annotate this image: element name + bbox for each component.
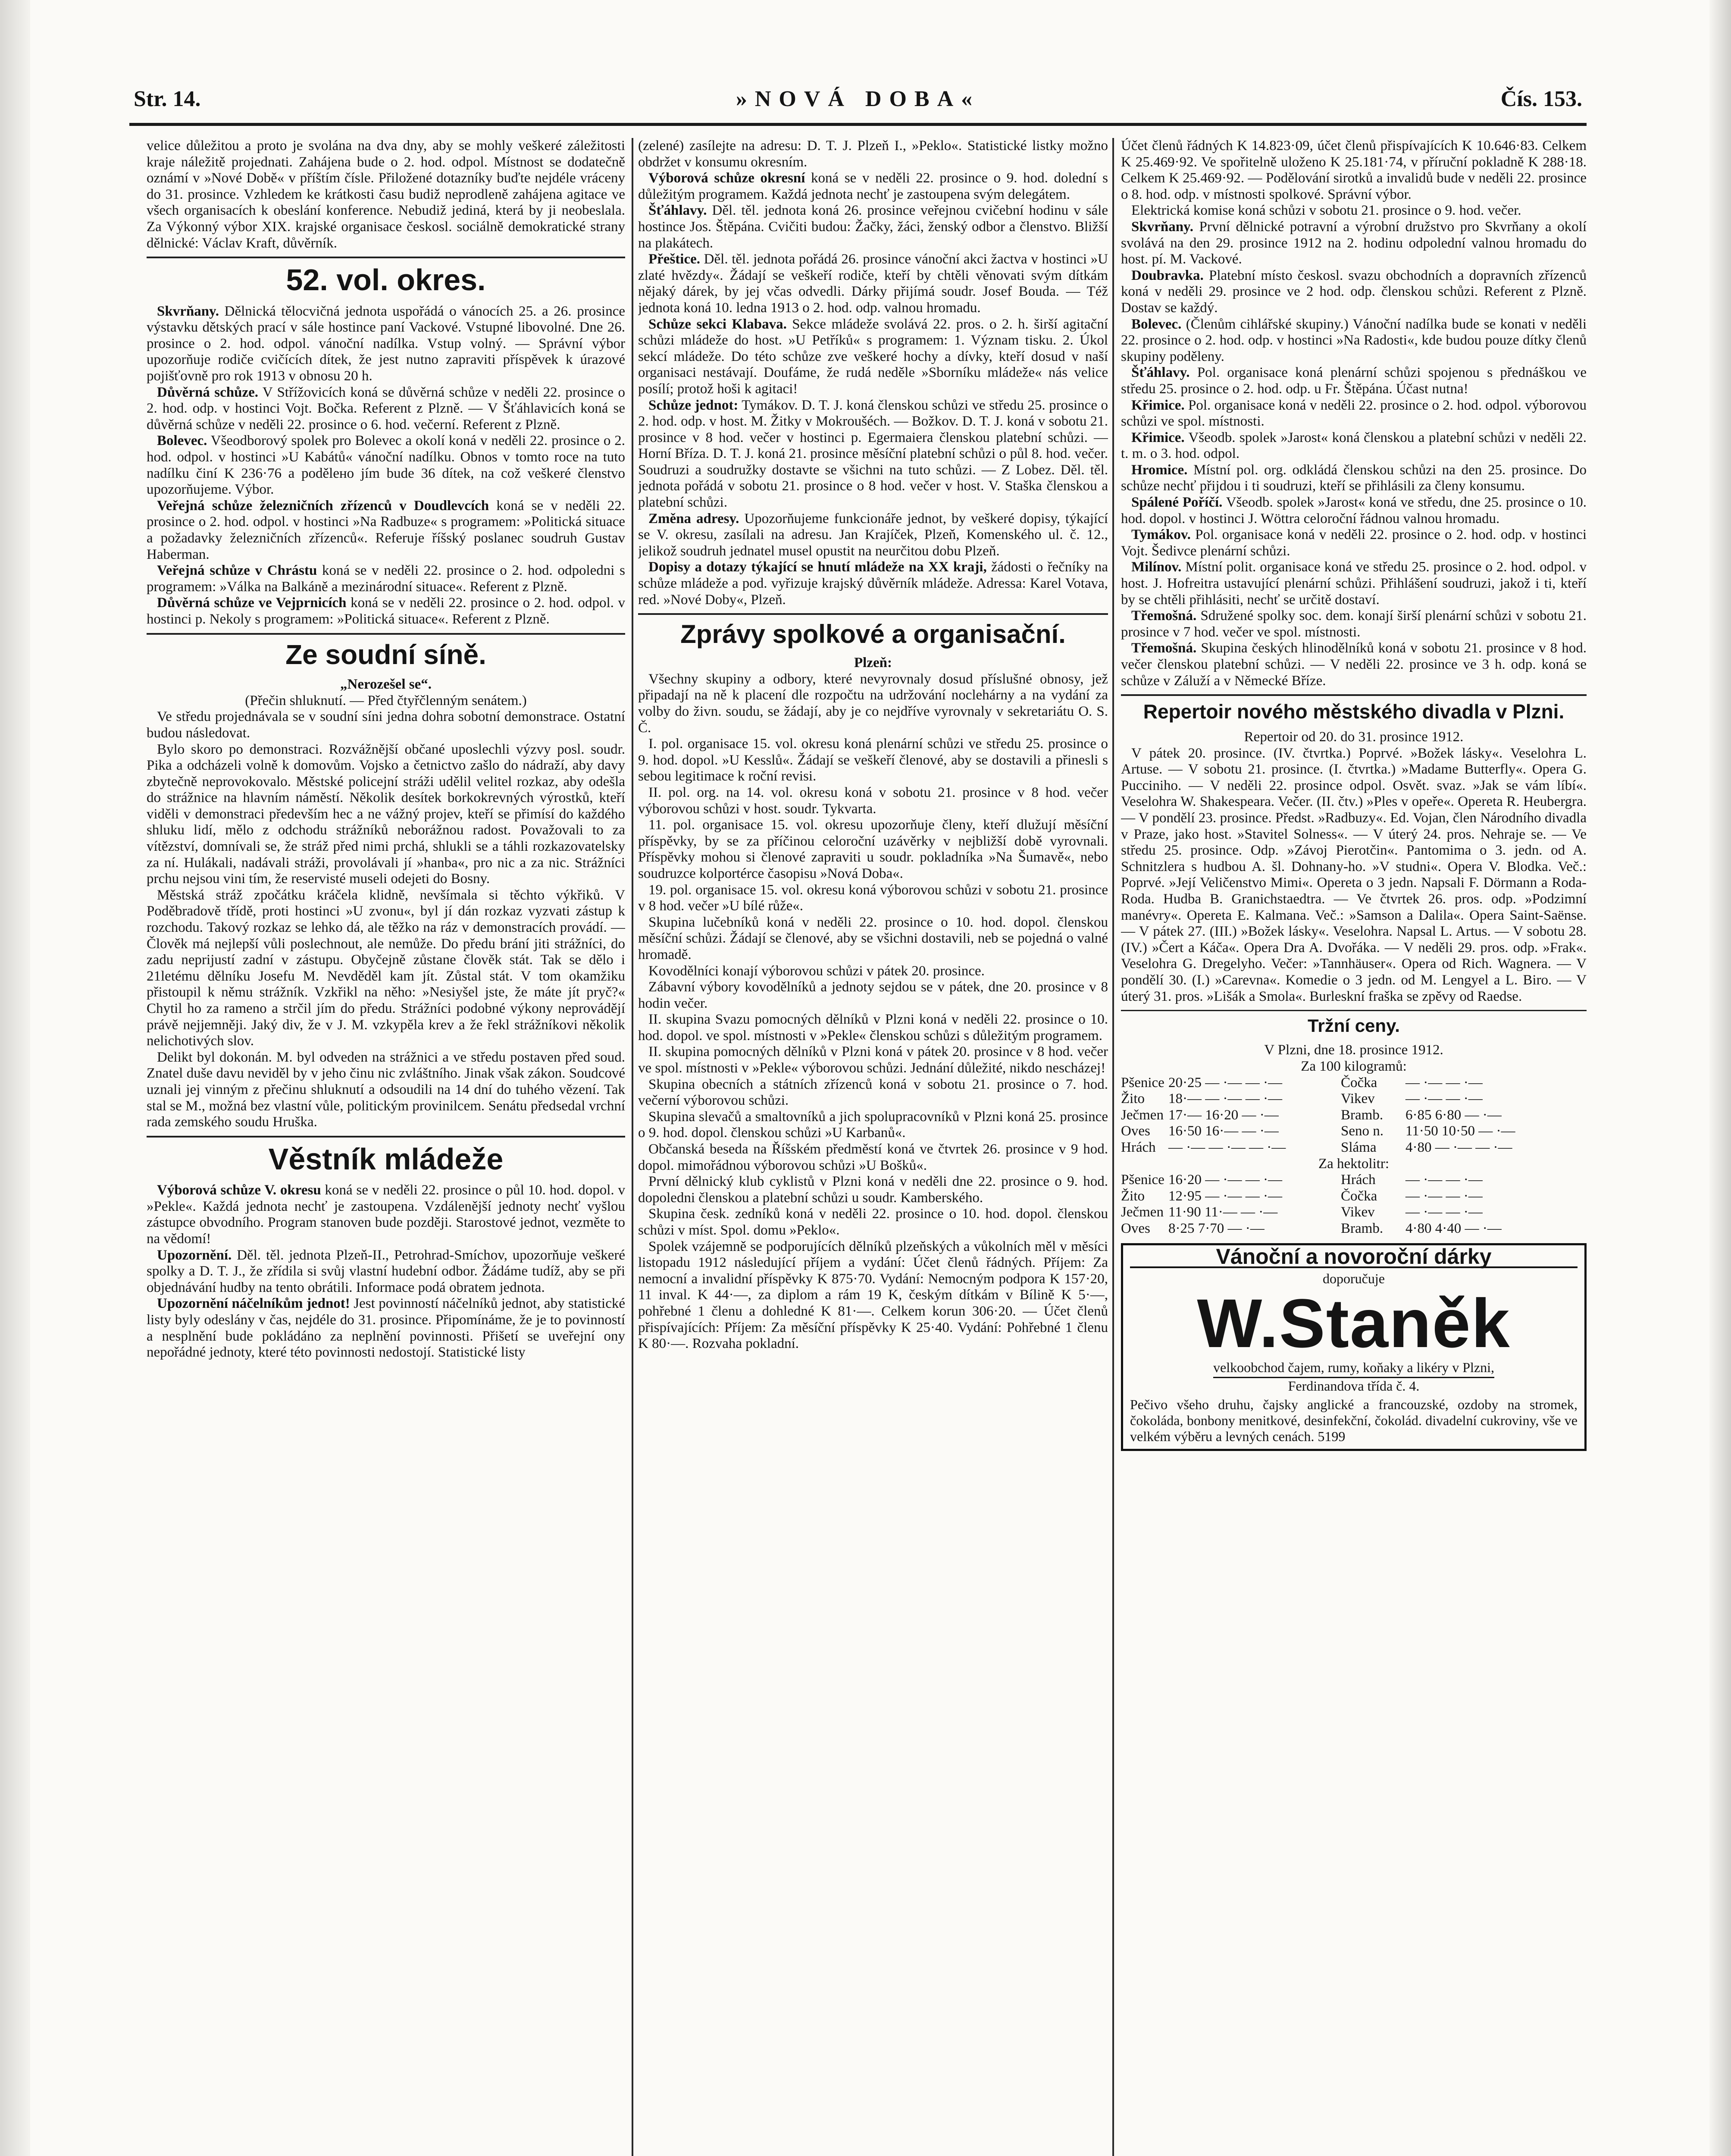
price-values: — ·— — ·— [1405, 1204, 1483, 1220]
paragraph: Schůze jednot: Tymákov. D. T. J. koná členskou schůzi ve středu 25. prosince o 2. hod. odp. v host. M. Žitky v Mokroušéch. — Božkov. D. T. J. koná v sobotu 21. prosince v 8 hod. večer v hostinci p. Egermaiera členskou platební schůzi. — Horní Bříza. D. T. J. koná 21. prosince měsíční platební schůzi o půl 8. hod. večer. Soudruzi a soudružky dostavte se všichni na tuto schůzi. — Z Lobez. Děl. těl. jednota pořádá v sobotu 21. prosince o 8 hod. večer v host. V. Staška členskou a platební schůzi. [638, 397, 1108, 511]
commodity-name: Sláma [1341, 1140, 1377, 1156]
place-name: Milínov. [1131, 559, 1182, 575]
paragraph: Třemošná. Sdružené spolky soc. dem. konají širší plenární schůzi v sobotu 21. prosince v 7 hod. večer ve spol. místnosti. [1121, 608, 1587, 640]
section-heading: Ze soudní síně. [285, 639, 486, 670]
market-unit: Za 100 kilogramů: [1301, 1059, 1407, 1075]
paragraph: První dělnický klub cyklistů v Plzni koná v neděli dne 22. prosince o 9. hod. dopoledni členskou a platební schůzi u soudr. Kamberského. [638, 1174, 1108, 1206]
page-number: Str. 14. [134, 87, 201, 111]
place-name: Bolevec. [1131, 316, 1182, 332]
price-values: 16·50 16·— — ·— [1168, 1123, 1279, 1139]
price-values: 12·95 — ·— — ·— [1168, 1188, 1282, 1204]
price-values: — ·— — ·— [1405, 1075, 1483, 1091]
paragraph: Doubravka. Platební místo českosl. svazu obchodních a dopravních zřízenců koná v neděli 29. prosince ve 2 hod. odp. členskou schůzi. Referent z Plzně. Dostav se každý. [1121, 267, 1587, 316]
run-in-heading: Změna adresy. [648, 511, 739, 526]
price-values: — ·— — ·— [1405, 1091, 1483, 1107]
paragraph: Upozornění náčelníkům jednot! Jest povinností náčelníků jednot, aby statistické listy byly odeslány v čas, nejdéle do 31. prosince. Připomínáme, že je to povinností a nesplnění bude pokládáno za neplnění povinnosti. Přišetí se uveřejní ony nepořádné jednoty, které této povinnosti nedostojí. Statistické listy [147, 1296, 625, 1360]
paragraph: Křimice. Všeodb. spolek »Jarost« koná členskou a platební schůzi v neděli 22. t. m. o 3. hod. odpol. [1121, 429, 1587, 462]
price-values: — ·— — ·— [1405, 1172, 1483, 1188]
market-date: V Plzni, dne 18. prosince 1912. [1264, 1042, 1443, 1058]
run-in-heading: Veřejná schůze v Chrástu [157, 563, 317, 579]
run-in-heading: Důvěrná schůze. [157, 384, 258, 400]
paragraph: Tymákov. Pol. organisace koná v neděli 22. prosince o 2. hod. odp. v hostinci Vojt. Šedivce plenární schůzi. [1121, 527, 1587, 559]
paragraph: (zelené) zasílejte na adresu: D. T. J. Plzeň I., »Peklo«. Statistické listky možno obdržet v konsumu okresním. [638, 138, 1108, 170]
place-name: Třemošná. [1131, 608, 1197, 624]
column-rule-1 [632, 138, 633, 2156]
place-name: Křimice. [1131, 429, 1185, 445]
place-name: Přeštice. [648, 251, 700, 267]
price-values: 4·80 — ·— — ·— [1405, 1140, 1512, 1156]
paragraph: Bolevec. Všeodborový spolek pro Bolevec a okolí koná v neděli 22. prosince o 2. hod. odpol. v hostinci »U Kabátů« vánoční nadílku. Obnos v tomto roce na tuto nadílku činí K 236·76 a podělено jím bude 36 dítek, na což veškeré členstvo upozorňujeme. Výbor. [147, 433, 625, 498]
article-subtitle: Plzeň: [854, 655, 892, 671]
paragraph: Městská stráž zpočátku kráčela klidně, nevšímala si těchto výkřiků. V Poděbradově třídě, proti hostinci »U zvonu«, byl jí dán rozkaz vyzvati zástup k rozchodu. Takový rozkaz se lehko dá, ale těžko na ráz v demonstracích provádí. — Člověk má nejlepší vůli poslechnout, ale nemůže. Do předu brání jiti strážníci, do zadu neprijustí zadní v zástupu. Obyčejně zůstane člověk stát. Tak se dělo i 21letému dělníku Josefu M. Nevděděl kam jít. Zůstal stát. V tom okamžiku přistoupil k němu strážník. Vzkřikl na něho: »Nesiyšel jste, že máte jít pryč?« Chytil ho za rameno a strčil jím do předu. Strážníci podobné výkony neprovádějí právě nejjemněji. Jaký div, že v J. M. vzkypěla krev a že řekl strážníkovi několik nelichotivých slov. [147, 887, 625, 1049]
price-values: 17·— 16·20 — ·— [1168, 1107, 1279, 1123]
place-name: Bolevec. [157, 433, 207, 449]
commodity-name: Oves [1121, 1123, 1150, 1139]
paragraph: Upozornění. Děl. těl. jednota Plzeň-II., Petrohrad-Smíchov, upozorňuje veškeré spolky a D. T. J., že zřídila si svůj vlastní hudební odbor. Žádáme tudíž, aby se při objednávání hudby na tento obrátili. Informace podá obratem jednota. [147, 1247, 625, 1295]
price-row [1121, 1075, 1587, 1091]
price-row [1121, 1172, 1587, 1188]
scan-edge-right [1709, 0, 1731, 2156]
run-in-heading: Schůze sekci Klabava. [648, 316, 787, 332]
paragraph: Delikt byl dokonán. M. byl odveden na strážnici a ve středu postaven před soud. Znatel duše davu neviděl by v jeho činu nic zvláštního. Jinak však zákon. Soudcové uznali jej vinným z přečinu shluknutí a odsoudili na 14 dní do tuhého vězení. Tak stal se M., možná bez vlastní vůle, politickým provinilcem. Senátu předsedal vrchní rada zemského soudu Hruška. [147, 1049, 625, 1130]
paragraph: II. skupina pomocných dělníků v Plzni koná v pátek 20. prosince v 8 hod. večer ve spol. místnosti v »Pekle« výborovou schůzi. Jednání důležité, nikdo nescházej! [638, 1044, 1108, 1076]
run-in-heading: Výborová schůze okresní [648, 170, 805, 186]
page-header [134, 86, 1582, 116]
paragraph: 11. pol. organisace 15. vol. okresu upozorňuje členy, kteří dlužují měsíční příspěvky, by se za příčinou celoroční uzávěrky v nejbližší době vyrovnali. Příspěvky mohou si členové zapraviti u soudr. pokladníka »Na Šumavě«, nebo soudruzce kolportérce časopisu »Nová Doba«. [638, 817, 1108, 881]
paragraph: Elektrická komise koná schůzi v sobotu 21. prosince o 9. hod. večer. [1131, 203, 1521, 219]
commodity-name: Vikev [1341, 1204, 1375, 1220]
commodity-name: Hrách [1121, 1140, 1156, 1156]
price-row [1121, 1140, 1587, 1156]
run-in-heading: Výborová schůze V. okresu [157, 1182, 321, 1198]
price-values: 8·25 7·70 — ·— [1168, 1221, 1265, 1236]
paragraph: I. pol. organisace 15. vol. okresu koná plenární schůzi ve středu 25. prosince o 9. hod. dopol. »U Kesslů«. Žádají se veškeří členové, aby se dostavili a přinesli s sebou legitimace k roční revisi. [638, 736, 1108, 784]
paragraph: Skupina česk. zedníků koná v neděli 22. prosince o 10. hod. dopol. členskou schůzi v míst. Spol. domu »Peklo«. [638, 1206, 1108, 1238]
paragraph: 19. pol. organisace 15. vol. okresu koná výborovou schůzi v sobotu 21. prosince v 8 hod. večer »U bílé růže«. [638, 882, 1108, 914]
place-name: Hromice. [1131, 462, 1188, 478]
paragraph: II. pol. org. na 14. vol. okresu koná v sobotu 21. prosince v 8 hod. večer výborovou schůzi v host. soudr. Tykvarta. [638, 784, 1108, 817]
commodity-name: Bramb. [1341, 1221, 1384, 1236]
paragraph: Schůze sekci Klabava. Sekce mládeže svolává 22. pros. o 2. h. širší agitační schůzi mládeže do host. »U Petříků« s programem: 1. Význam tisku. 2. Úkol sekcí mládeže. Do této schůze zve veškeré hochy a dívky, kteří dosud v naší organisaci nestávají. Doufáme, že rudá neděle »Sborníku mládeže« nás velice posílí; protož hoši k agitaci! [638, 316, 1108, 397]
price-values: 6·85 6·80 — ·— [1405, 1107, 1502, 1123]
divider [147, 257, 625, 258]
paragraph: Skvrňany. První dělnické potravní a výrobní družstvo pro Skvrňany a okolí svolává na den 29. prosince 1912 na 2. hodinu odpolední valnou hromadu do host. pí. M. Vackové. [1121, 219, 1587, 267]
advertisement [1121, 1243, 1587, 1451]
paragraph: Všechny skupiny a odbory, které nevyrovnaly dosud příslušné obnosy, jež připadají na ně k placení dle rozpočtu na udržování noclehárny a na vydání za volby do živn. soudu, se žádají, aby je co nejdříve vyrovnaly v sekretariátu O. S. Č. [638, 671, 1108, 736]
place-name: Křimice. [1131, 397, 1185, 413]
price-row [1121, 1123, 1587, 1140]
paragraph: Dopisy a dotazy týkající se hnutí mládeže na XX kraji, žádosti o řečníky na schůze mládeže a pod. vyřizuje krajský důvěrník mládeže. Adressa: Karel Votava, red. »Nové Doby«, Plzeň. [638, 559, 1108, 608]
commodity-name: Seno n. [1341, 1123, 1384, 1139]
paragraph: Přeštice. Děl. těl. jednota pořádá 26. prosince vánoční akci žactva v hostinci »U zlaté hvězdy«. Žádají se veškeří rodiče, kteří by chtěli věnovati svým dítkám nějaký dárek, by jej včas odvedli. Dárky přijímá soudr. Josef Bouda. — Též jednota koná 10. ledna 1913 o 2. hod. odp. valnou hromadu. [638, 251, 1108, 316]
paragraph: Veřejná schůze železničních zřízenců v Doudlevcích koná se v neděli 22. prosince o 2. hod. odpol. v hostinci »Na Radbuze« s programem: »Politická situace a požadavky železničních zřízenců«. Referuje říšský poslanec soudruh Gustav Haberman. [147, 498, 625, 562]
paragraph: Výborová schůze okresní koná se v neděli 22. prosince o 9. hod. dolední s důležitým programem. Každá jednota nechť je zastoupena svým delegátem. [638, 170, 1108, 202]
article-note: (Přečin shluknutí. — Před čtyřčlenným senátem.) [245, 693, 527, 708]
paragraph: Skvrňany. Dělnická tělocvičná jednota uspořádá o vánocích 25. a 26. prosince výstavku dětských prací v sále hostince paní Vackové. Vstupné libovolné. Dne 26. prosince o 2. hod. odpol. vánoční nadílka. Vstup volný. — Správní výbor upozorňuje rodiče cvičících dítek, že jest nutno zapraviti příspěvek k úrazové pojišťovně pro rok 1913 v obnosu 20 h. [147, 303, 625, 384]
commodity-name: Žito [1121, 1188, 1145, 1204]
place-name: Skvrňany. [157, 303, 219, 319]
header-rule [129, 123, 1587, 126]
ad-brand-name: W.Staněk [1197, 1284, 1511, 1362]
paragraph: II. skupina Svazu pomocných dělníků v Plzni koná v neděli 22. prosince o 10. hod. dopol. ve spol. místnosti v »Pekle« členskou schůzi s důležitým programem. [638, 1012, 1108, 1044]
run-in-heading: Důvěrná schůze ve Vejprnicích [157, 595, 347, 611]
price-table-kg [1121, 1075, 1587, 1156]
price-values: 20·25 — ·— — ·— [1168, 1075, 1282, 1091]
issue-number: Čís. 153. [1500, 87, 1582, 111]
section-heading: Zprávy spolkové a organisační. [680, 620, 1066, 649]
paragraph: Skupina obecních a státních zřízenců koná v sobotu 21. prosince o 7. hod. večerní výborovou schůzi. [638, 1076, 1108, 1109]
paragraph: Důvěrná schůze. V Střížovicích koná se důvěrná schůze v neděli 22. prosince o 2. hod. odp. v hostinci Vojt. Bočka. Referent z Plzně. — V Šťáhlavicích koná se důvěrná schůze v neděli 22. prosince o 6. hod. večerní. Referent z Plzně. [147, 384, 625, 432]
divider [1121, 1010, 1587, 1011]
price-values: 16·20 — ·— — ·— [1168, 1172, 1282, 1188]
paragraph: Ve středu projednávala se v soudní síni jedna dohra sobotní demonstrace. Ostatní budou následovat. [147, 709, 625, 741]
paragraph: Hromice. Místní pol. org. odkládá členskou schůzi na den 25. prosince. Do schůze nechť přijdou i ti soudruzi, kteří se přihlásili za členy konsumu. [1121, 462, 1587, 494]
paragraph: Účet členů řádných K 14.823·09, účet členů přispívajících K 10.646·83. Celkem K 25.469·92. Ve spořitelně uloženo K 25.181·74, v příruční pokladně K 288·18. Celkem K 25.469·92. — Podělování sirotků a invalidů bude v neděli 22. prosince o 8. hod. odp. v místnosti spolkové. Správní výbor. [1121, 138, 1587, 202]
run-in-heading: Upozornění. [157, 1247, 232, 1263]
price-values: 18·— — ·— — ·— [1168, 1091, 1282, 1107]
place-name: Šťáhlavy. [648, 203, 707, 219]
divider [1121, 694, 1587, 696]
ad-recommends: doporučuje [1323, 1271, 1385, 1287]
paragraph: Výborová schůze V. okresu koná se v neděli 22. prosince o půl 10. hod. dopol. v »Pekle«. Každá jednota nechť je zastoupena. Vzdálenější jednoty nechť vyšlou zástupce obvodního. Program stanoven bude později. Starostové jednot, vezměte to na vědomí! [147, 1182, 625, 1247]
paragraph: Důvěrná schůze ve Vejprnicích koná se v neděli 22. prosince o 2. hod. odpol. v hostinci p. Nekoly s programem: »Politická situace«. Referent z Plzně. [147, 595, 625, 627]
place-name: Doubravka. [1131, 267, 1204, 283]
section-heading: 52. vol. okres. [286, 263, 486, 297]
price-row [1121, 1091, 1587, 1107]
section-heading: Repertoir nového městského divadla v Plzni. [1143, 700, 1565, 723]
commodity-name: Pšenice [1121, 1172, 1164, 1188]
commodity-name: Čočka [1341, 1188, 1377, 1204]
scan-edge-left [0, 0, 30, 2156]
paragraph: Veřejná schůze v Chrástu koná se v neděli 22. prosince o 2. hod. odpoledni s programem: »Válka na Balkáně a mezinárodní situace«. Referent z Plzně. [147, 563, 625, 595]
run-in-heading: Schůze jednot: [648, 397, 739, 413]
section-heading: Věstník mládeže [268, 1142, 504, 1176]
commodity-name: Ječmen [1121, 1204, 1164, 1220]
paragraph: Občanská beseda na Říšském předměstí koná ve čtvrtek 26. prosince v 9 hod. dopol. mimořádnou výborovou schůzi »U Bošků«. [638, 1141, 1108, 1173]
divider [147, 633, 625, 635]
commodity-name: Pšenice [1121, 1075, 1164, 1091]
ad-business: velkoobchod čajem, rumy, koňaky a likéry v Plzni, [1213, 1360, 1494, 1378]
paragraph: Spálené Poříčí. Všeodb. spolek »Jarost« koná ve středu, dne 25. prosince o 10. hod. dopol. v hostinci J. Wöttra celoroční řádnou valnou hromadu. [1121, 495, 1587, 526]
paragraph: V pátek 20. prosince. (IV. čtvrtka.) Poprvé. »Božek lásky«. Veselohra L. Artuse. — V sobotu 21. prosince. (I. čtvrtka.) »Madame Butterfly«. Opera G. Pucciniho. — V neděli 22. prosince odpol. Osvět. svaz. »Jak se vám líbí«. Veselohra W. Shakespeara. Večer. (II. čtv.) »Ples v opeře«. Opereta R. Heubergra. — V pondělí 23. prosince. Předst. »Radbuzy«. Ed. Vojan, člen Národního divadla v Praze, jako host. »Stavitel Solness«. — V úterý 24. pros. Nehraje se. — Ve středu 25. prosince. Odp. »Závoj Pierotčin«. Pantomima o 3. jedn. od A. Schnitzlera s hudbou A. šl. Dohnany-ho. »V studni«. Opera V. Blodka. Več.: Poprvé. »Její Veličenstvo Mimi«. Opereta o 3 jedn. Napsali F. Dörmann a Roda-Roda. Hudba B. Granichstaedtra. — Ve čtvrtek 26. pros. odp. »Podzimní manévry«. Opereta E. Kalmana. Več.: »Samson a Dalila«. Opera Saint-Saënse. — V pátek 27. (III.) »Božek lásky«. Veselohra. Napsal L. Artus. — V sobotu 28. (IV.) »Čert a Káča«. Opera Dra A. Dvořáka. — V neděli 29. pros. odp. »Frak«. Veselohra G. Dregelyho. Večer: »Tannhäuser«. Opera od Rich. Wagnera. — V pondělí 30. (I.) »Carevna«. Komedie o 3 jedn. od M. Lengyel a L. Biro. — V úterý 31. pros. »Lišák a Smola«. Burleskní fraška se zpěvy od Raedse. [1121, 745, 1587, 1004]
paragraph: Kovodělníci konají výborovou schůzi v pátek 20. prosince. [648, 963, 985, 979]
commodity-name: Hrách [1341, 1172, 1376, 1188]
paragraph: Křimice. Pol. organisace koná v neděli 22. prosince o 2. hod. odpol. výborovou schůzi ve spol. místnosti. [1121, 397, 1587, 429]
price-values: — ·— — ·— — ·— [1168, 1140, 1286, 1156]
commodity-name: Žito [1121, 1091, 1145, 1107]
paragraph: Skupina slevačů a smaltovníků a jich spolupracovníků v Plzni koná 25. prosince o 9. hod. dopol. členskou schůzi »U Karbanů«. [638, 1109, 1108, 1141]
commodity-name: Vikev [1341, 1091, 1375, 1107]
paragraph: velice důležitou a proto je svolána na dva dny, aby se mohly veškeré záležitosti kraje náležitě projednati. Zahájena bude o 2. hod. odpol. Místnost se dodatečně oznámí v »Nové Době« v příštím čísle. Přiložené dotazníky buďte nejdéle vráceny do 31. prosince. Vzhledem ke krátkosti času budiž neprodleně zahájena agitace ve všech organisacích k obeslání konference. Nebudiž jediná, která by ji neobeslala. Za Výkonný výbor XIX. krajské organisace českosl. sociálně demokratické strany dělnické: Václav Kraft, důvěrník. [147, 138, 625, 251]
column-2 [638, 138, 1108, 2156]
divider [638, 613, 1108, 615]
commodity-name: Bramb. [1341, 1107, 1384, 1123]
place-name: Tymákov. [1131, 527, 1191, 543]
place-name: Šťáhlavy. [1131, 365, 1190, 381]
paragraph: Šťáhlavy. Pol. organisace koná plenární schůzi spojenou s přednáškou ve středu 25. prosince o 2. hod. odp. u Fr. Štěpána. Účast nutna! [1121, 365, 1587, 397]
paragraph: Bylo skoro po demonstraci. Rozvážnější občané uposlechli výzvy posl. soudr. Pika a odcházeli volně k domovům. Vojsko a četnictvo zašlo do nádraží, aby davy zbytečně neprovokovalo. Městské policejní stráži udělil velitel rozkaz, aby odešla do strážnice na hlavním náměstí. Několik desítek borkokrevných výrostků, kteří viděli v demonstraci především hec a ne vážný projev, kteří se přimísí do každého shluku lidí, mělo z odchodu strážníků neborážnou radost. Považovali to za vítězství, domnívali se, že stráž před nimi prchá, shlukli se a táhli rozkazovatelsky za ní. Hulákali, nadávali stráži, provolávali jí »hanba«, pro nic a za nic. Strážníci prchu nejsou vini tím, že reservisté museli odejeti do Bosny. [147, 741, 625, 887]
divider [147, 1136, 625, 1138]
article-subtitle: „Nerozešel se“. [340, 677, 432, 693]
paragraph: Třemošná. Skupina českých hlinodělníků koná v sobotu 21. prosince v 8 hod. večer členskou platební schůzi. — V neděli 22. prosince ve 3 h. odp. koná se schůze v Záluží a v Německé Bříze. [1121, 640, 1587, 689]
paragraph: Milínov. Místní polit. organisace koná ve středu 25. prosince o 2. hod. odpol. v host. J. Hofreitra ustavující plenární schůzi. Přihlášení soudruzi, jakož i ti, kteří by se chtěli přihlásiti, nechť se určitě dostaví. [1121, 559, 1587, 608]
article-subtitle: Repertoir od 20. do 31. prosince 1912. [1244, 729, 1464, 745]
column-3 [1121, 138, 1587, 2156]
price-values: 11·50 10·50 — ·— [1405, 1123, 1515, 1139]
paragraph: Bolevec. (Členům cihlářské skupiny.) Vánoční nadílka bude se konati v neděli 22. prosince o 2. hod. odp. v hostinci »Na Radosti«, kde budou pouze dítky členů skupiny poděleny. [1121, 316, 1587, 364]
paragraph: Šťáhlavy. Děl. těl. jednota koná 26. prosince veřejnou cvičební hodinu v sále hostince Jos. Štěpána. Cvičiti budou: Žačky, žáci, ženský odbor a členstvo. Bližší na plakátech. [638, 203, 1108, 251]
place-name: Spálené Poříčí. [1131, 495, 1223, 511]
price-values: 4·80 4·40 — ·— [1405, 1221, 1502, 1236]
paragraph: Změna adresy. Upozorňujeme funkcionáře jednot, by veškeré dopisy, týkající se V. okresu, zasílali na adresu. Jan Krajíček, Plzeň, Komenského ul. č. 12., jelikož soudruh jednatel musel opustit na neurčitou dobu Plzeň. [638, 511, 1108, 559]
price-row [1121, 1204, 1587, 1221]
ad-address: Ferdinandova třída č. 4. [1288, 1378, 1420, 1394]
column-1 [147, 138, 625, 2156]
price-table-hl [1121, 1172, 1587, 1237]
commodity-name: Oves [1121, 1221, 1150, 1236]
run-in-heading: Dopisy a dotazy týkající se hnutí mládeže na XX kraji, [648, 559, 987, 575]
commodity-name: Čočka [1341, 1075, 1377, 1091]
place-name: Skvrňany. [1131, 219, 1193, 235]
section-heading: Tržní ceny. [1308, 1015, 1400, 1036]
price-row [1121, 1107, 1587, 1124]
price-row [1121, 1221, 1587, 1237]
run-in-heading: Veřejná schůze železničních zřízenců v Doudlevcích [157, 498, 489, 514]
ad-text: Pečivo všeho druhu, čajsky anglické a francouzské, ozdoby na stromek, čokoláda, bonbony menitkové, desinfekční, čokolád. divadelní cukroviny, vše ve velkém výběru a levných cenách. 5199 [1130, 1396, 1578, 1444]
price-values: 11·90 11·— — ·— [1168, 1204, 1278, 1220]
run-in-heading: Upozornění náčelníkům jednot! [157, 1296, 350, 1312]
commodity-name: Ječmen [1121, 1107, 1164, 1123]
column-rule-2 [1112, 138, 1114, 2156]
newspaper-title: »NOVÁ DOBA« [736, 87, 980, 111]
ad-headline: Vánoční a novoroční dárky [1130, 1249, 1578, 1269]
paragraph: Zábavní výbory kovodělníků a jednoty sejdou se v pátek, dne 20. prosince v 8 hodin večer. [638, 979, 1108, 1011]
paragraph: Spolek vzájemně se podporujících dělníků plzeňských a vůkolních měl v měsíci listopadu 1912 následující příjem a vydání: Účet členů řádných. Příjem: Za nemocní a invalidní příspěvky K 875·70. Vydání: Nemocným podpora K 157·20, 11 inval. K 44·—, za diplom a rám 19 K, českým dítkám v Bílině K 5·—, pohřebné 1 členu a dohledné K 81·—. Celkem korun 306·20. — Účet členů přispívajících: Příjem: Za měsíční příspěvky K 25·40. Vydání: Pohřebné 1 členu K 80·—. Rozvaha pokladní. [638, 1238, 1108, 1352]
place-name: Třemošná. [1131, 640, 1197, 656]
price-values: — ·— — ·— [1405, 1188, 1483, 1204]
paragraph: Skupina lučebníků koná v neděli 22. prosince o 10. hod. dopol. členskou měsíční schůzi. Žádají se členové, aby se všichni dostavili, neb se pojedná o valné hromadě. [638, 914, 1108, 962]
market-unit: Za hektolitr: [1318, 1156, 1390, 1172]
price-row [1121, 1188, 1587, 1205]
